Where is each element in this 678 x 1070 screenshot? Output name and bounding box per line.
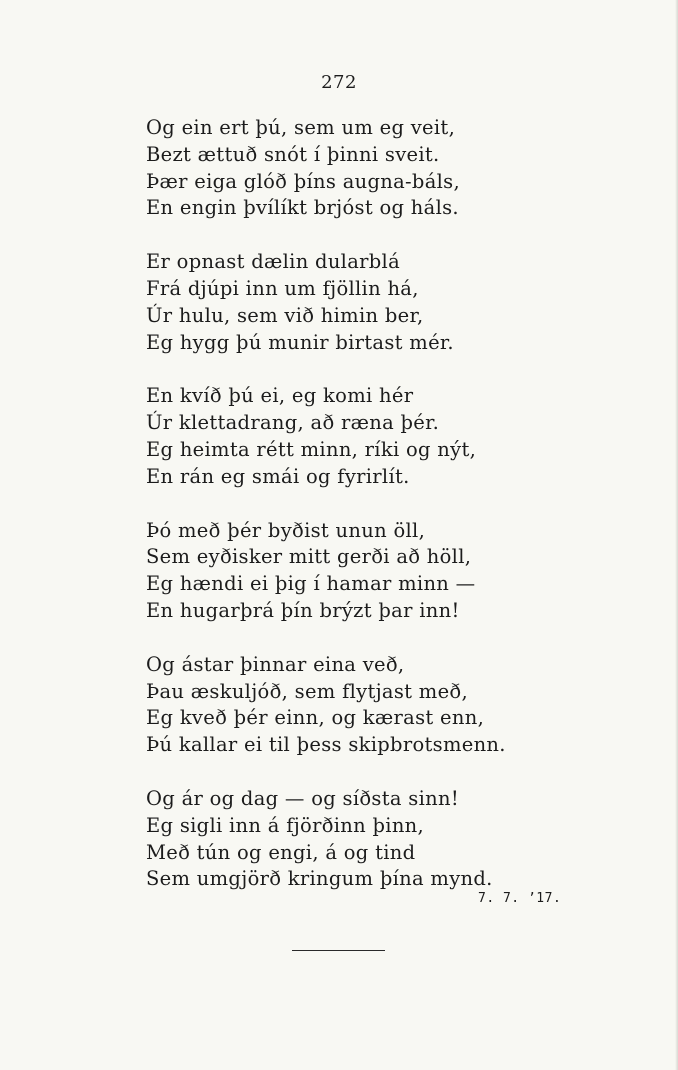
stanza-1 — [146, 115, 546, 222]
poem-line: Þau æskuljóð, sem flytjast með, — [146, 679, 468, 703]
poem-line: Úr klettadrang, að ræna þér. — [146, 411, 440, 435]
poem-line: Úr hulu, sem við himin ber, — [146, 303, 424, 327]
stanza-3 — [146, 383, 546, 490]
poem-line: Þú kallar ei til þess skipbrotsmenn. — [146, 733, 506, 757]
poem-line: Er opnast dælin dularblá — [146, 250, 401, 274]
poem-line: Eg sigli inn á fjörðinn þinn, — [146, 813, 425, 837]
poem-line: Eg heimta rétt minn, ríki og nýt, — [146, 437, 477, 461]
poem-line: Eg hygg þú munir birtast mér. — [146, 330, 454, 354]
poem-line: Bezt ættuð snót í þinni sveit. — [146, 142, 440, 166]
poem-line: Með tún og engi, á og tind — [146, 840, 416, 864]
poem-line: En hugarþrá þín brýzt þar inn! — [146, 598, 460, 622]
poem-line: Sem umgjörð kringum þína mynd. — [146, 867, 493, 891]
poem-date: 7. 7. ’17. — [478, 891, 562, 906]
section-divider — [292, 950, 385, 951]
poem-line: En rán eg smái og fyrirlít. — [146, 464, 410, 488]
poem-line: Eg hændi ei þig í hamar minn — — [146, 572, 476, 596]
page-number: 272 — [321, 72, 357, 93]
poem-line: Þó með þér byðist unun öll, — [146, 518, 426, 542]
stanza-2 — [146, 249, 546, 356]
poem-line: En engin þvílíkt brjóst og háls. — [146, 196, 459, 220]
poem-line: Og ástar þinnar eina veð, — [146, 652, 405, 676]
poem-line: Eg kveð þér einn, og kærast enn, — [146, 706, 485, 730]
stanza-6 — [146, 786, 546, 893]
poem — [146, 115, 546, 920]
poem-line: Sem eyðisker mitt gerði að höll, — [146, 545, 472, 569]
poem-line: Frá djúpi inn um fjöllin há, — [146, 276, 419, 300]
poem-line: Og ein ert þú, sem um eg veit, — [146, 116, 456, 139]
poem-line: Þær eiga glóð þíns augna-báls, — [146, 169, 460, 193]
stanza-5 — [146, 652, 546, 759]
poem-line: En kvíð þú ei, eg komi hér — [146, 384, 414, 408]
stanza-4 — [146, 518, 546, 625]
poem-line: Og ár og dag — og síðsta sinn! — [146, 786, 459, 810]
